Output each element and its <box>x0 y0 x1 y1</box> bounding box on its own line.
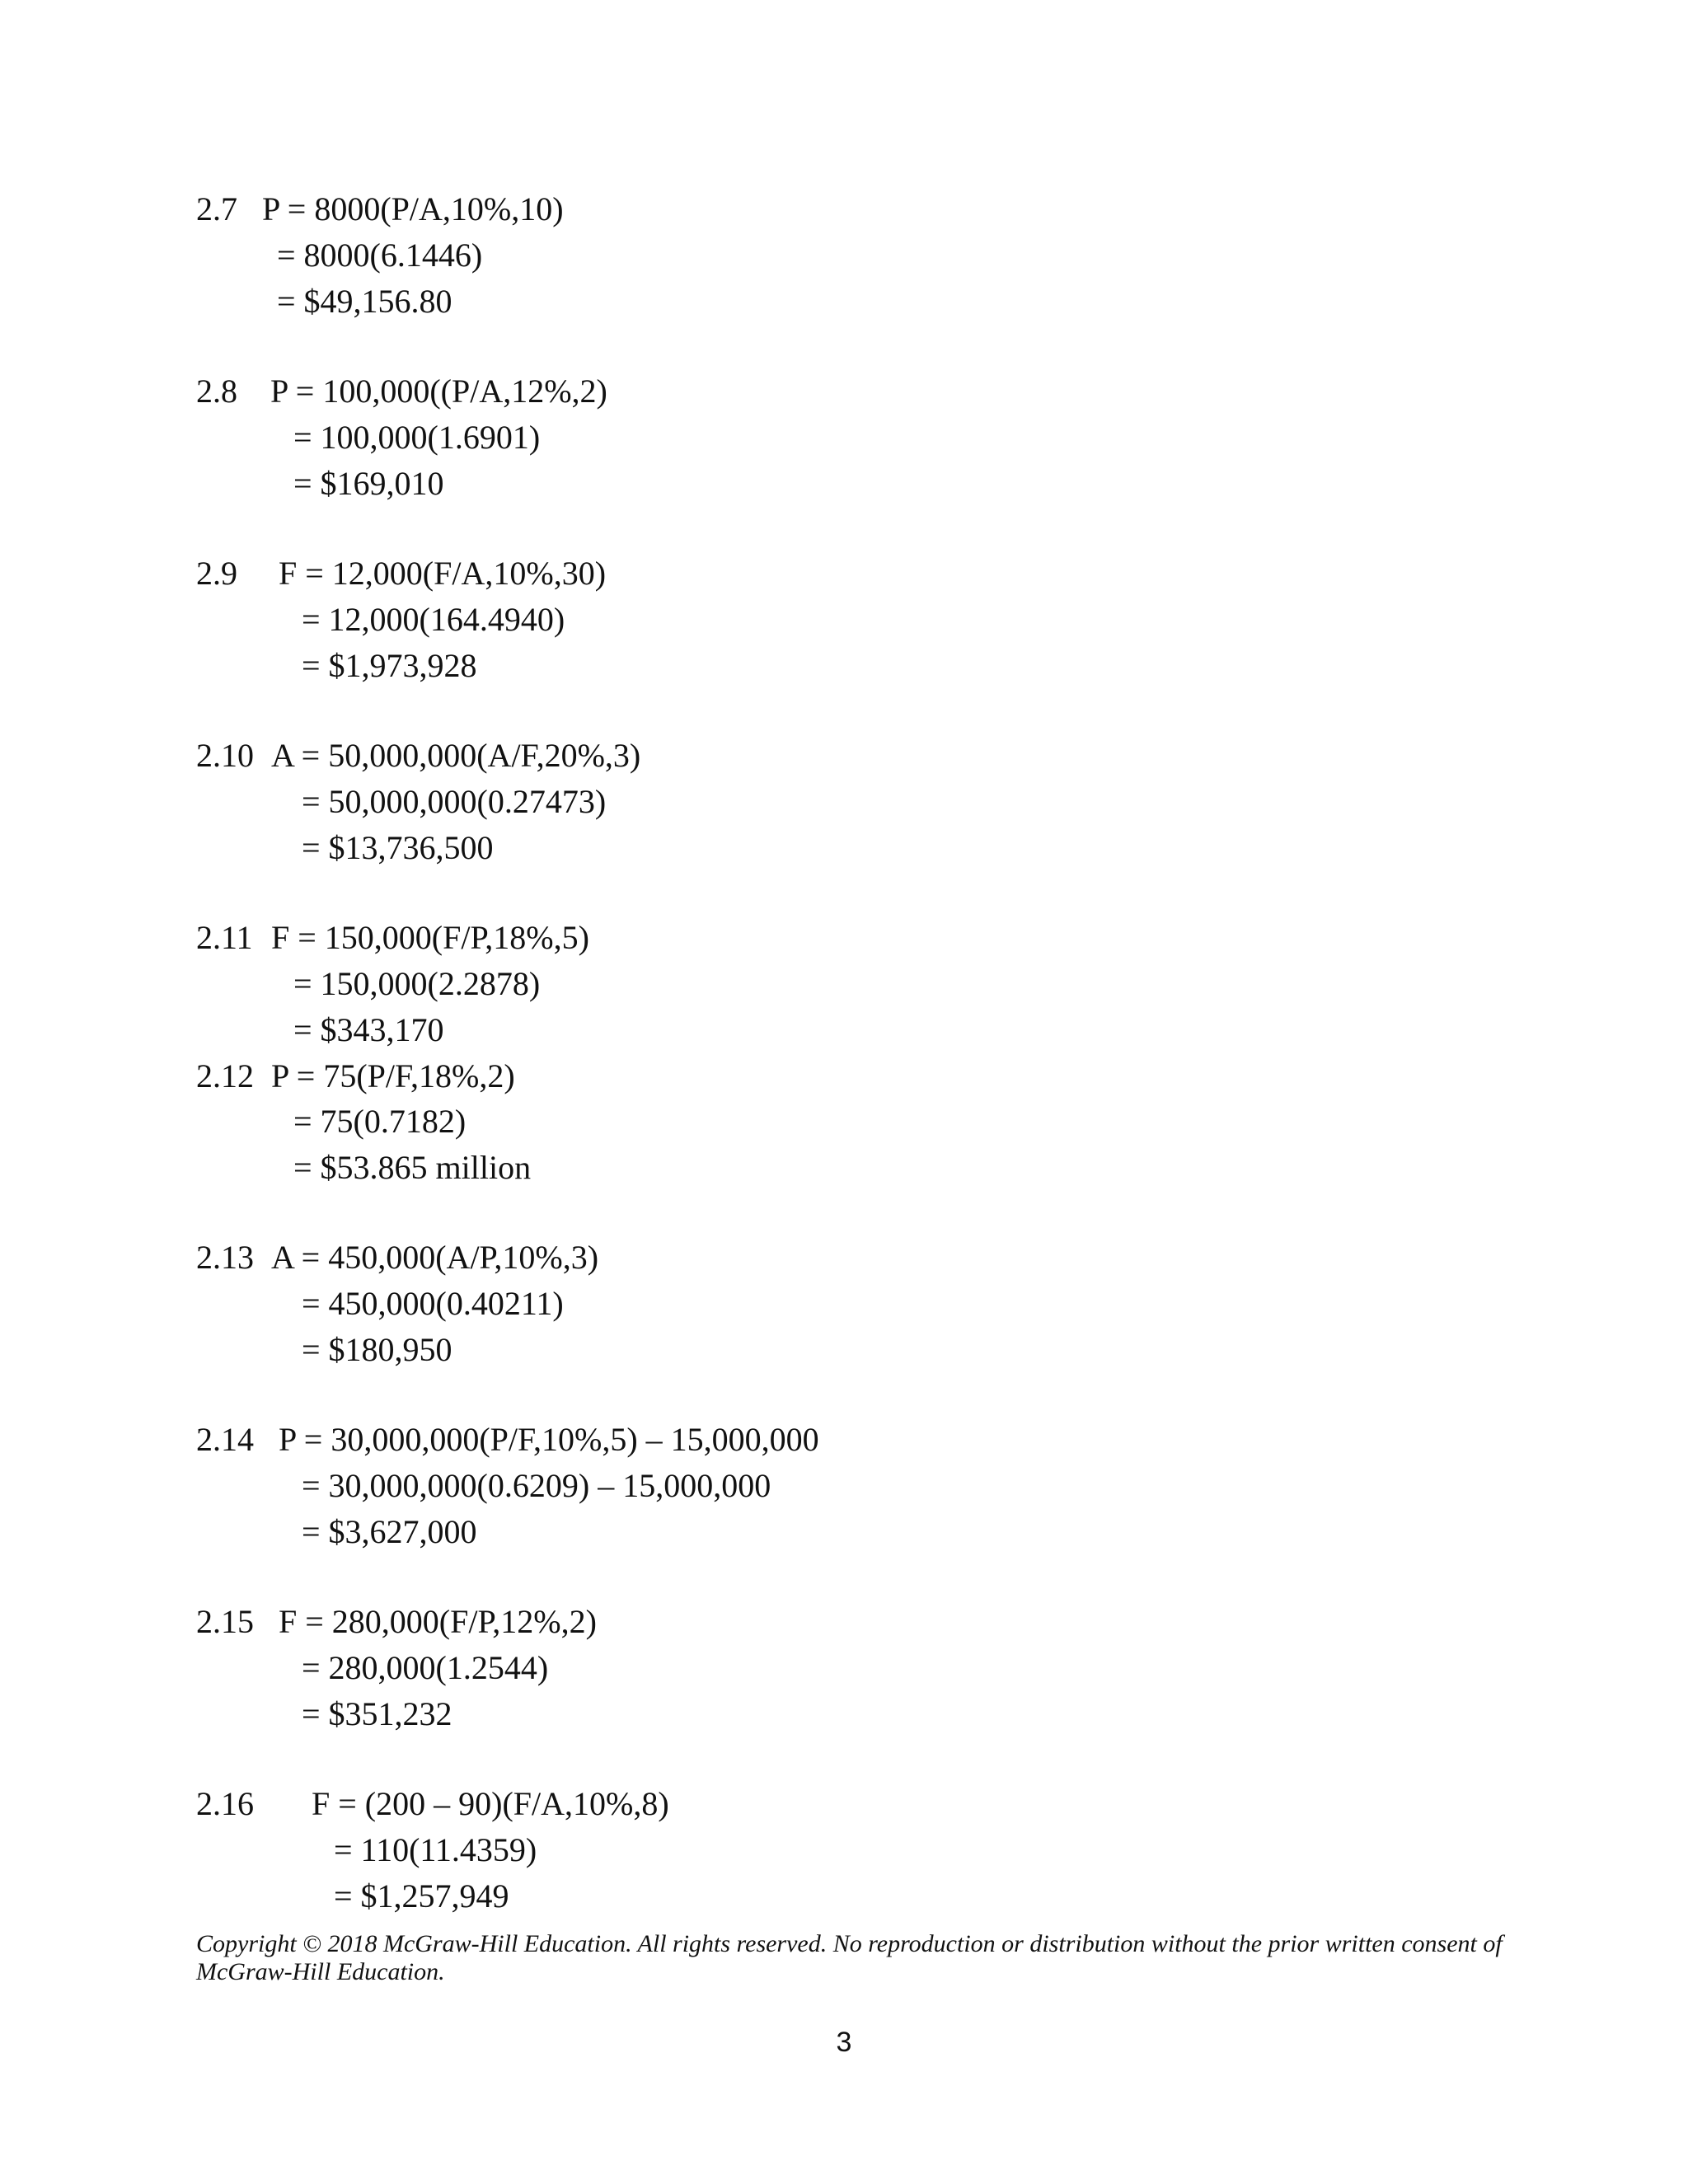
equation-step: = $343,170 <box>293 1011 444 1048</box>
equation-step: = 100,000(1.6901) <box>293 419 541 456</box>
equation-step: = $13,736,500 <box>302 829 494 866</box>
problem-number: 2.12 <box>196 1057 254 1094</box>
equation-step: = $180,950 <box>302 1331 452 1368</box>
equation-line: F = 12,000(F/A,10%,30) <box>279 555 607 592</box>
equation-step: = 280,000(1.2544) <box>302 1649 549 1686</box>
equation-line: A = 450,000(A/P,10%,3) <box>271 1239 599 1276</box>
equation-step: = 150,000(2.2878) <box>293 965 541 1002</box>
problem-number: 2.16 <box>196 1785 254 1822</box>
equation-step: = 75(0.7182) <box>293 1103 467 1140</box>
equation-line: P = 30,000,000(P/F,10%,5) – 15,000,000 <box>279 1421 819 1458</box>
problem-number: 2.8 <box>196 373 237 410</box>
equation-step: = $3,627,000 <box>302 1513 477 1550</box>
problem-number: 2.9 <box>196 555 237 592</box>
problem-number: 2.15 <box>196 1603 254 1640</box>
equation-step: = 30,000,000(0.6209) – 15,000,000 <box>302 1467 771 1504</box>
equation-line: P = 100,000((P/A,12%,2) <box>270 373 607 410</box>
problem-number: 2.14 <box>196 1421 254 1458</box>
equation-step: = 50,000,000(0.27473) <box>302 783 607 820</box>
equation-step: = $53.865 million <box>293 1149 532 1186</box>
problem-number: 2.7 <box>196 190 237 227</box>
page-number: 3 <box>836 2027 852 2058</box>
equation-step: = $1,973,928 <box>302 647 477 684</box>
problem-number: 2.13 <box>196 1239 254 1276</box>
problem-number: 2.11 <box>196 919 253 956</box>
equation-step: = $351,232 <box>302 1695 452 1732</box>
equation-line: P = 8000(P/A,10%,10) <box>262 190 564 227</box>
equation-step: = $1,257,949 <box>334 1877 509 1915</box>
equation-step: = $169,010 <box>293 465 444 502</box>
problem-number: 2.10 <box>196 737 254 774</box>
equation-line: F = (200 – 90)(F/A,10%,8) <box>312 1785 669 1822</box>
equation-line: A = 50,000,000(A/F,20%,3) <box>271 737 641 774</box>
equation-line: F = 150,000(F/P,18%,5) <box>271 919 589 956</box>
equation-step: = 8000(6.1446) <box>277 237 483 274</box>
equation-step: = $49,156.80 <box>277 283 452 320</box>
equation-line: P = 75(P/F,18%,2) <box>271 1057 515 1094</box>
equation-step: = 110(11.4359) <box>334 1831 537 1868</box>
equation-line: F = 280,000(F/P,12%,2) <box>279 1603 597 1640</box>
equation-step: = 450,000(0.40211) <box>302 1285 564 1322</box>
equation-step: = 12,000(164.4940) <box>302 601 565 638</box>
copyright-notice: Copyright © 2018 McGraw-Hill Education. All rights reserved. No reproduction or distribution without the prior written consent of McGraw-Hill Education. <box>196 1930 1503 1985</box>
